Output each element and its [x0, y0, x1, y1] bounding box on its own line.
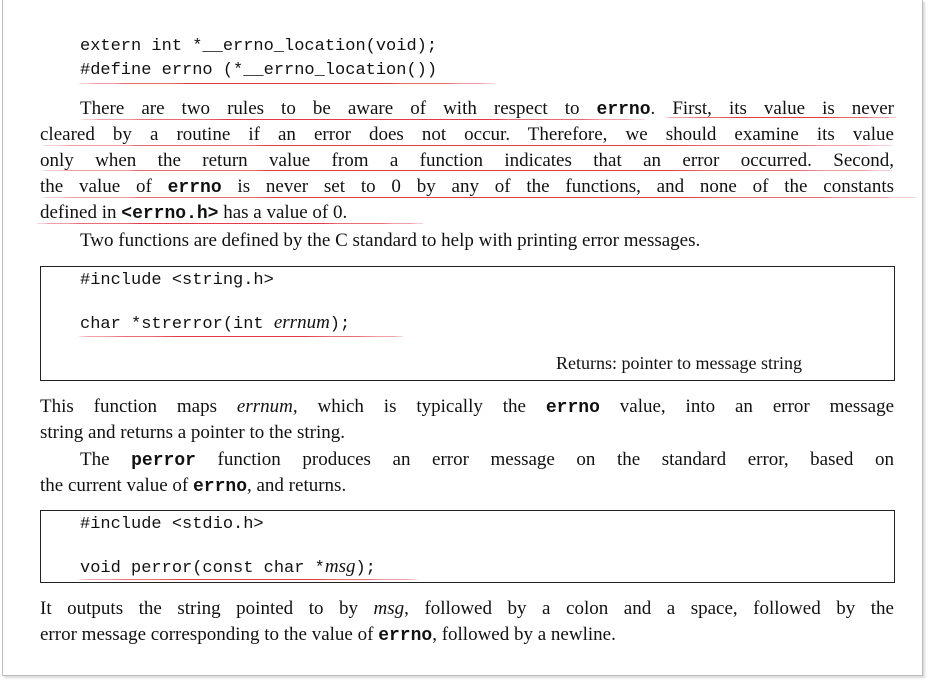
param-msg: msg — [324, 556, 356, 577]
para3-line1: This function maps errnum, which is typically the errno value, into an error message — [40, 396, 895, 418]
para1-line4: the value of errno is never set to 0 by any of the functions, and none of the constants — [40, 176, 894, 198]
para4-line2: the current value of errno, and returns. — [40, 475, 347, 497]
code-perror: perror — [131, 451, 196, 471]
para5-line2: error message corresponding to the value of errno, followed by a newline. — [40, 624, 616, 646]
strerror-returns: Returns: pointer to message string — [556, 353, 802, 373]
para2-line: Two functions are defined by the C standard to help with printing error messages. — [80, 230, 701, 251]
annotation-underline — [38, 145, 896, 146]
annotation-underline — [38, 170, 896, 171]
em-msg: msg — [373, 598, 405, 619]
annotation-underline — [78, 579, 418, 580]
code-errno: errno — [545, 398, 600, 418]
para1-line2: cleared by a routine if an error does not occur. Therefore, we should examine its value — [40, 124, 894, 145]
para5-line1: It outputs the string pointed to by msg, followed by a colon and a space, followed by the — [40, 598, 894, 619]
perror-prototype: void perror(const char *msg); — [80, 556, 376, 578]
annotation-underline — [78, 336, 404, 337]
code-errno: errno — [192, 477, 247, 497]
include-stdio-h: #include <stdio.h> — [80, 515, 264, 534]
em-errnum: errnum — [236, 396, 293, 417]
para1-line1: There are two rules to be aware of with respect to errno. First, its value is never — [80, 98, 894, 120]
para3-line2: string and returns a pointer to the string. — [40, 422, 345, 443]
code-errno: errno — [378, 626, 433, 646]
annotation-underline — [78, 119, 648, 120]
para1-line5: defined in <errno.h> has a value of 0. — [40, 202, 348, 224]
annotation-underline — [77, 83, 497, 84]
code-errno: errno — [596, 100, 651, 120]
para4-line1: The perror function produces an error message on the standard error, based on — [80, 449, 894, 471]
code-errno: errno — [167, 178, 222, 198]
annotation-underline — [35, 223, 425, 224]
strerror-prototype: char *strerror(int errnum); — [80, 312, 351, 334]
code-errno-header: <errno.h> — [121, 204, 219, 224]
code-define-line: #define errno (*__errno_location()) — [80, 61, 438, 80]
include-string-h: #include <string.h> — [80, 271, 274, 290]
annotation-underline — [665, 117, 897, 118]
para1-line3: only when the return value from a function indicates that an error occurred. Second, — [40, 150, 894, 171]
param-errnum: errnum — [273, 312, 330, 333]
annotation-underline — [38, 197, 921, 198]
code-extern-line: extern int *__errno_location(void); — [80, 37, 438, 56]
